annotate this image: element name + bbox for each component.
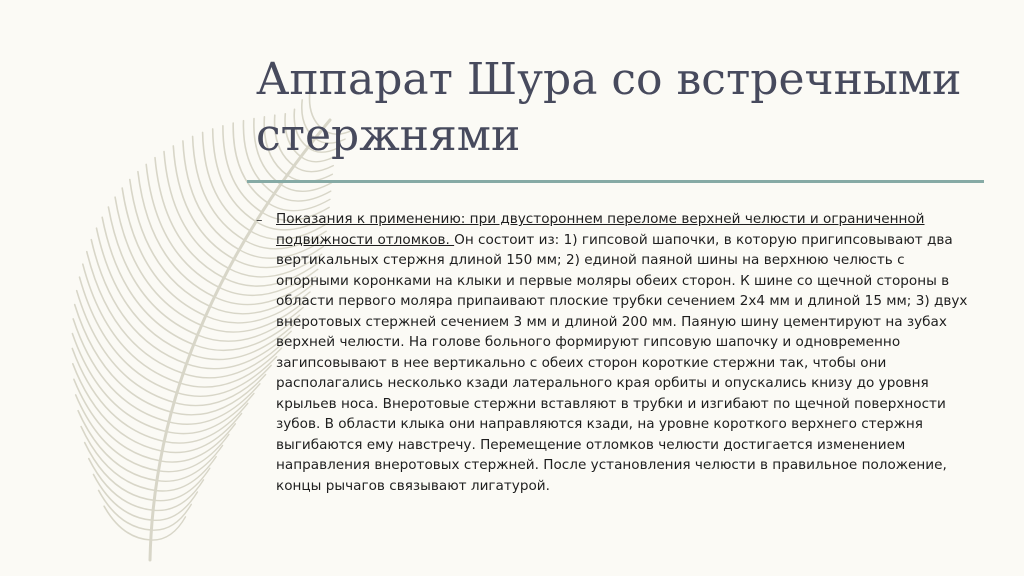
feather-barb — [159, 434, 229, 471]
title-divider — [247, 180, 984, 183]
feather-barb — [203, 132, 251, 231]
indications-label: Показания к применению: при двустороннем переломе верхней челюсти и ограниченной подвижности отломков. — [276, 211, 925, 248]
feather-barb — [154, 468, 210, 500]
feather-barb — [274, 191, 331, 201]
feather-barb — [193, 136, 245, 240]
feather-barb — [294, 166, 333, 172]
body-paragraph — [276, 209, 976, 496]
bullet-marker: – — [256, 213, 263, 228]
description-text: Он состоит из: 1) гипсовой шапочки, в которую пригипсовывают два вертикальных стержня длиной 150 мм; 2) единой паяной шины на верхнюю челюсть с опорными коронками на клыки и первые моляры обеих сторон. К шине со щечной стороны в области первого моляра припаивают плоские трубки сечением 2х4 мм и длиной 15 мм; 3) двух внеротовых стержней сечением 3 мм и длиной 200 мм. Паяную шину цементируют на зубах верхней челюсти. На голове больного формируют гипсовую шапочку и одновременно загипсовывают в нее вертикально с обеих сторон короткие стержни так, чтобы они располагались несколько кзади латерального края орбиты и опускались книзу до уровня крыльев носа. Внеротовые стержни вставляют в трубки и изгибают по щечной поверхности зубов. В области клыка они направляются кзади, на уровне короткого верхнего стержня выгибаются ему навстречу. Перемещение отломков челюсти достигается изменением направления внеротовых стержней. После установления челюсти в правильное положение, концы рычагов связывают лигатурой. — [276, 231, 968, 494]
feather-barb — [183, 141, 239, 250]
feather-barb — [155, 158, 224, 278]
slide-title: Аппарат Шура со встречными стержнями — [256, 54, 962, 161]
feather-barb — [281, 183, 332, 192]
